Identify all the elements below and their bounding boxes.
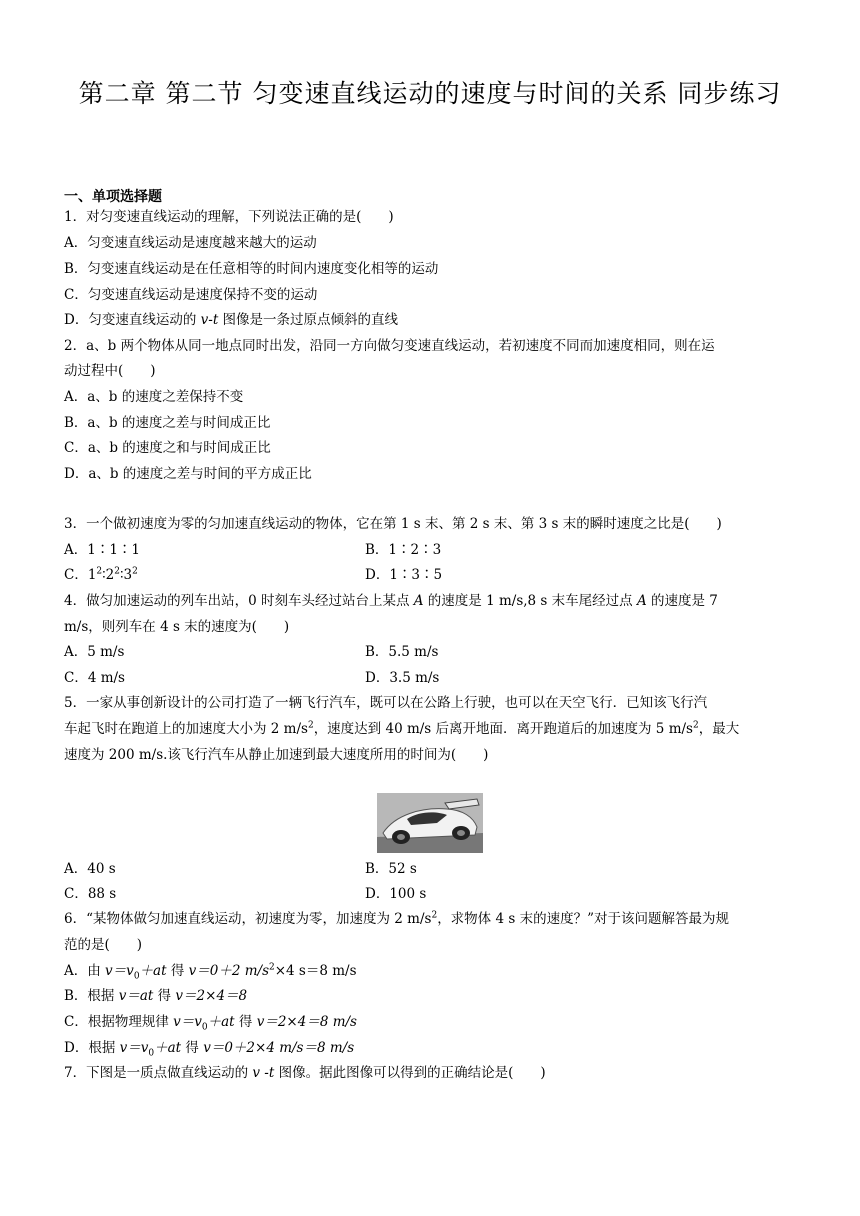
q5-option-c: C．88 s — [64, 886, 117, 902]
q4-option-c: C．4 m/s — [64, 670, 125, 686]
q1-option-d: D．匀变速直线运动的 v-t 图像是一条过原点倾斜的直线 — [64, 312, 399, 328]
page-title: 第二章 第二节 匀变速直线运动的速度与时间的关系 同步练习 — [78, 79, 782, 108]
flying-car-image — [377, 793, 483, 853]
q3-option-c: C．$1^2∶2^2∶3^2$ — [64, 566, 138, 583]
q2-option-c: C．a、b 的速度之和与时间成正比 — [64, 440, 271, 456]
q2-option-d: D．a、b 的速度之差与时间的平方成正比 — [64, 466, 312, 482]
q5-option-b: B．52 s — [365, 861, 417, 877]
q3-option-b: B．1∶2∶3 — [365, 542, 442, 558]
q5-option-d: D．100 s — [365, 886, 427, 902]
q1-option-a: A．匀变速直线运动是速度越来越大的运动 — [64, 235, 317, 251]
q2-stem-line2: 动过程中( ) — [64, 363, 156, 379]
section-heading: 一、单项选择题 — [64, 189, 162, 205]
q4-option-b: B．5.5 m/s — [365, 644, 439, 660]
q3-option-d: D．1∶3∶5 — [365, 567, 443, 583]
q1-option-c: C．匀变速直线运动是速度保持不变的运动 — [64, 287, 318, 303]
q4-option-a: A．5 m/s — [64, 644, 125, 660]
q1-option-b: B．匀变速直线运动是在任意相等的时间内速度变化相等的运动 — [64, 261, 439, 277]
q6-stem-line1: 6．“某物体做匀加速直线运动，初速度为零，加速度为 2 $m/s^2$，求物体 4 s 末的速度？”对于该问题解答最为规 — [64, 910, 729, 927]
q6-option-a: A．由 $v=v_0+at$ 得 v＝0＋2 $m/s^2\times 4$ s＝8 m/s — [64, 962, 357, 982]
q5-stem-line3: 速度为 200 m/s.该飞行汽车从静止加速到最大速度所用的时间为( ) — [64, 747, 489, 763]
q3-option-a: A．1∶1∶1 — [64, 542, 141, 558]
q5-stem-line1: 5．一家从事创新设计的公司打造了一辆飞行汽车，既可以在公路上行驶，也可以在天空飞行．已知该飞行汽 — [64, 695, 708, 711]
q7-stem: 7．下图是一质点做直线运动的 v -t 图像。据此图像可以得到的正确结论是( ) — [64, 1065, 546, 1081]
q4-stem-line1: 4．做匀加速运动的列车出站，0 时刻车头经过站台上某点 A 的速度是 1 m/s,8 s 末车尾经过点 A 的速度是 7 — [64, 593, 718, 609]
q6-option-d: D．根据 $v=v_0+at$ 得 v＝0＋2×4 m/s＝8 m/s — [64, 1040, 355, 1059]
q6-stem-line2: 范的是( ) — [64, 937, 143, 953]
q2-option-b: B．a、b 的速度之差与时间成正比 — [64, 415, 271, 431]
q2-stem-line1: 2．a、b 两个物体从同一地点同时出发，沿同一方向做匀变速直线运动，若初速度不同而加速度相同，则在运 — [64, 338, 715, 354]
q6-option-b: B．根据 v＝at 得 v＝2×4＝8 — [64, 988, 248, 1004]
q5-stem-line2: 车起飞时在跑道上的加速度大小为 2 $m/s^2$，速度达到 40 m/s 后离开地面．离开跑道后的加速度为 5 $m/s^2$，最大 — [64, 720, 740, 737]
q6-option-c: C．根据物理规律 $v=v_0+at$ 得 v＝2×4＝8 m/s — [64, 1014, 357, 1033]
q4-stem-line2: m/s，则列车在 4 s 末的速度为( ) — [64, 619, 290, 635]
q2-option-a: A．a、b 的速度之差保持不变 — [64, 389, 244, 405]
q3-stem: 3．一个做初速度为零的匀加速直线运动的物体，它在第 1 s 末、第 2 s 末、第 3 s 末的瞬时速度之比是( ) — [64, 516, 722, 532]
q4-option-d: D．3.5 m/s — [365, 670, 440, 686]
q5-option-a: A．40 s — [64, 861, 116, 877]
q1-stem: 1．对匀变速直线运动的理解，下列说法正确的是( ) — [64, 209, 394, 225]
